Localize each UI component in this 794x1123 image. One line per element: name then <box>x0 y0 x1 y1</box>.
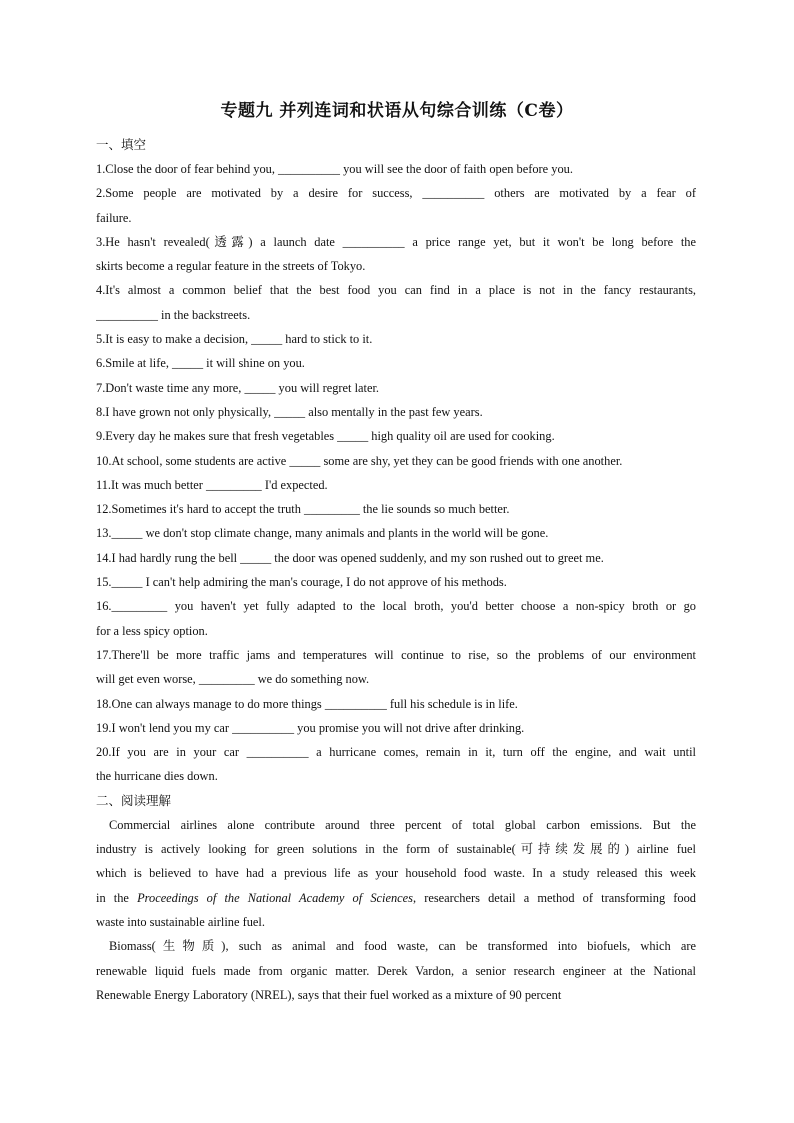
section-heading: 二、阅读理解 <box>96 792 172 808</box>
page-title: 专题九 并列连词和状语从句综合训练（C卷） <box>220 101 574 121</box>
passage-line: in the Proceedings of the National Academy of Sciences, researchers detail a method of transforming food <box>96 890 696 905</box>
question-line: 9.Every day he makes sure that fresh vegetables _____ high quality oil are used for cooking. <box>96 429 555 444</box>
question-line: 2.Some people are motivated by a desire for success, __________ others are motivated by a fear of <box>96 186 696 201</box>
passage-line: Biomass(生物质), such as animal and food waste, can be transformed into biofuels, which are <box>109 939 696 954</box>
question-line: 6.Smile at life, _____ it will shine on you. <box>96 356 305 371</box>
passage-line: Commercial airlines alone contribute around three percent of total global carbon emissions. But the <box>109 817 696 832</box>
question-line: skirts become a regular feature in the streets of Tokyo. <box>96 259 366 274</box>
question-line: 12.Sometimes it's hard to accept the truth _________ the lie sounds so much better. <box>96 502 510 517</box>
document-body <box>96 133 696 1007</box>
passage-line: which is believed to have had a previous life as your household food waste. In a study released this week <box>96 866 696 881</box>
question-line: __________ in the backstreets. <box>96 307 251 322</box>
question-line: 10.At school, some students are active _____ some are shy, yet they can be good friends with one another. <box>96 453 623 468</box>
question-line: 14.I had hardly rung the bell _____ the door was opened suddenly, and my son rushed out to greet me. <box>96 550 604 565</box>
question-line: 16._________ you haven't yet fully adapted to the local broth, you'd better choose a non-spicy broth or go <box>96 599 696 614</box>
question-line: 17.There'll be more traffic jams and temperatures will continue to rise, so the problems of our environment <box>96 647 696 662</box>
question-line: will get even worse, _________ we do something now. <box>96 672 370 687</box>
passage-line: Renewable Energy Laboratory (NREL), says that their fuel worked as a mixture of 90 percent <box>96 987 562 1002</box>
question-line: 15._____ I can't help admiring the man's courage, I do not approve of his methods. <box>96 575 507 590</box>
question-line: the hurricane dies down. <box>96 769 218 784</box>
question-line: 18.One can always manage to do more things __________ full his schedule is in life. <box>96 696 518 711</box>
question-line: 20.If you are in your car __________ a hurricane comes, remain in it, turn off the engine, and wait until <box>96 745 696 760</box>
passage-line: waste into sustainable airline fuel. <box>96 914 265 929</box>
question-line: failure. <box>96 210 132 225</box>
question-line: 8.I have grown not only physically, _____ also mentally in the past few years. <box>96 404 483 419</box>
question-line: 5.It is easy to make a decision, _____ hard to stick to it. <box>96 332 373 347</box>
question-line: for a less spicy option. <box>96 623 208 638</box>
question-line: 13._____ we don't stop climate change, many animals and plants in the world will be gone. <box>96 526 549 541</box>
question-line: 11.It was much better _________ I'd expected. <box>96 477 328 492</box>
section-heading: 一、填空 <box>96 137 147 152</box>
question-line: 7.Don't waste time any more, _____ you will regret later. <box>96 380 380 395</box>
question-line: 19.I won't lend you my car __________ you promise you will not drive after drinking. <box>96 720 525 735</box>
passage-line: renewable liquid fuels made from organic matter. Derek Vardon, a senior research engineer at the National <box>96 963 696 978</box>
question-line: 4.It's almost a common belief that the best food you can find in a place is not in the fancy restaurants, <box>96 283 696 298</box>
question-line: 3.He hasn't revealed(透露) a launch date __________ a price range yet, but it won't be long before the <box>96 234 696 249</box>
passage-line: industry is actively looking for green solutions in the form of sustainable(可持续发展的) airline fuel <box>96 842 696 857</box>
question-line: 1.Close the door of fear behind you, __________ you will see the door of faith open before you. <box>96 162 573 176</box>
